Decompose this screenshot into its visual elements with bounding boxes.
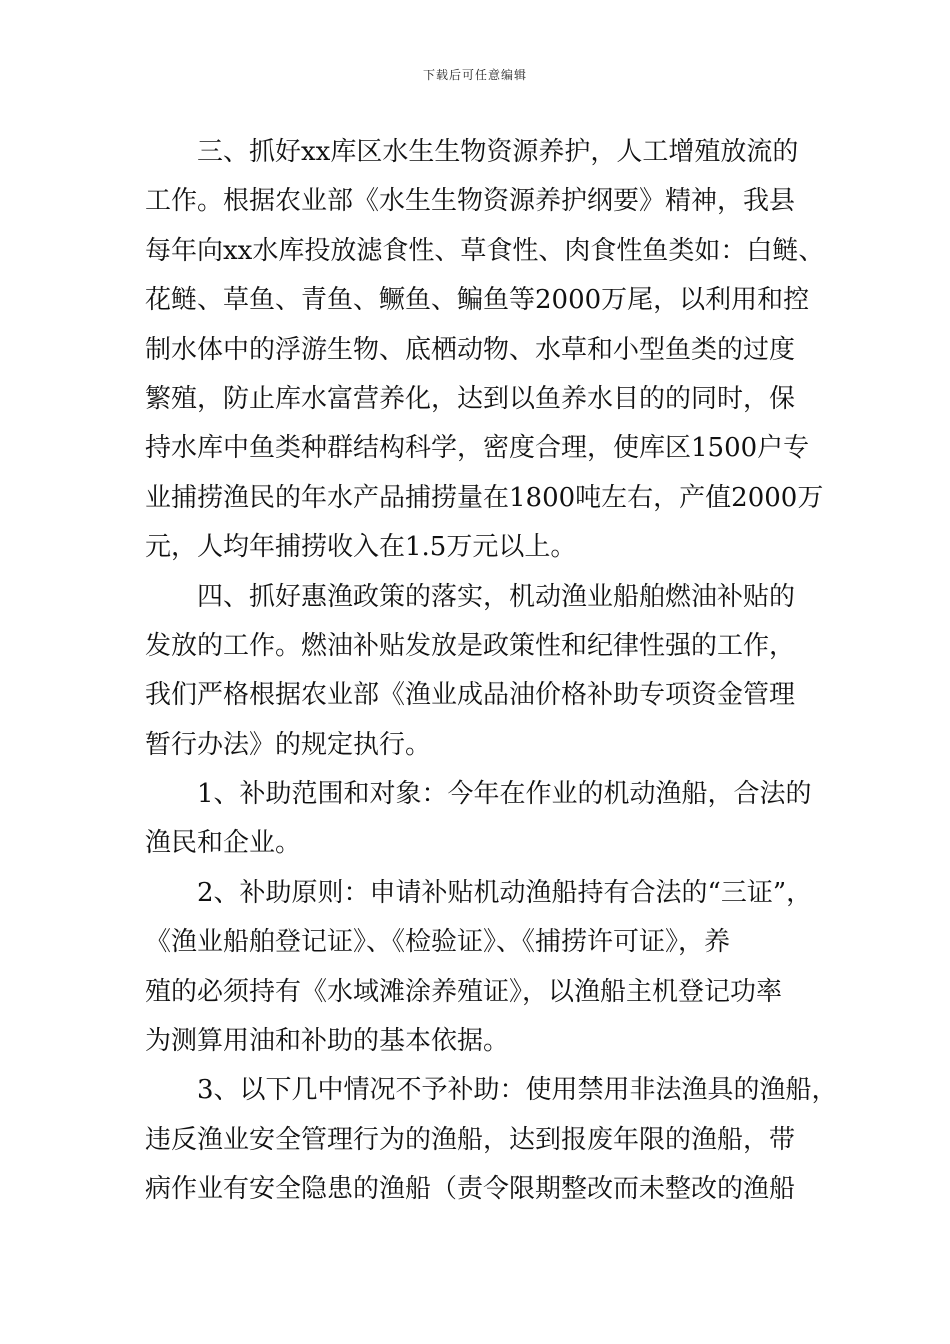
text-line: 繁殖，防止库水富营养化，达到以鱼养水目的的同时，保 [145, 383, 796, 414]
text-line: 2、补助原则：申请补贴机动渔船持有合法的“三证”， [197, 877, 813, 908]
text-line: 殖的必须持有《水域滩涂养殖证》，以渔船主机登记功率 [145, 976, 783, 1007]
text-line: 《渔业船舶登记证》、《检验证》、《捕捞许可证》，养 [145, 927, 731, 958]
text-line: 制水体中的浮游生物、底栖动物、水草和小型鱼类的过度 [145, 334, 796, 365]
paragraph-section-3 [145, 128, 838, 573]
paragraph-section-4 [145, 573, 838, 771]
document-body [145, 128, 838, 1215]
text-line: 3、以下几中情况不予补助：使用禁用非法渔具的渔船， [197, 1075, 838, 1106]
text-line: 持水库中鱼类种群结构科学，密度合理，使库区1500户专 [145, 433, 810, 464]
text-line: 每年向xx水库投放滤食性、草食性、肉食性鱼类如：白鲢、 [145, 235, 825, 266]
text-line: 1、补助范围和对象：今年在作业的机动渔船，合法的 [197, 779, 812, 810]
text-line: 为测算用油和补助的基本依据。 [145, 1026, 510, 1057]
text-line: 暂行办法》的规定执行。 [145, 729, 432, 760]
text-line: 发放的工作。燃油补贴发放是政策性和纪律性强的工作， [145, 630, 796, 661]
page-header: 下载后可任意编辑 [422, 68, 527, 82]
text-line: 渔民和企业。 [145, 828, 302, 859]
text-line: 业捕捞渔民的年水产品捕捞量在1800吨左右，产值2000万 [145, 482, 824, 513]
text-line: 病作业有安全隐患的渔船（责令限期整改而未整改的渔船 [145, 1174, 796, 1205]
paragraph-item-2 [145, 869, 838, 1067]
paragraph-item-1 [145, 770, 838, 869]
text-line: 元，人均年捕捞收入在1.5万元以上。 [145, 532, 577, 563]
text-line: 违反渔业安全管理行为的渔船，达到报废年限的渔船，带 [145, 1124, 796, 1155]
text-line: 四、抓好惠渔政策的落实，机动渔业船舶燃油补贴的 [197, 581, 796, 612]
paragraph-item-3 [145, 1066, 838, 1214]
text-line: 工作。根据农业部《水生生物资源养护纲要》精神，我县 [145, 186, 796, 217]
text-line: 我们严格根据农业部《渔业成品油价格补助专项资金管理 [145, 680, 796, 711]
text-line: 花鲢、草鱼、青鱼、鳜鱼、鳊鱼等2000万尾，以利用和控 [145, 285, 810, 316]
text-line: 三、抓好xx库区水生生物资源养护，人工增殖放流的 [197, 137, 799, 167]
